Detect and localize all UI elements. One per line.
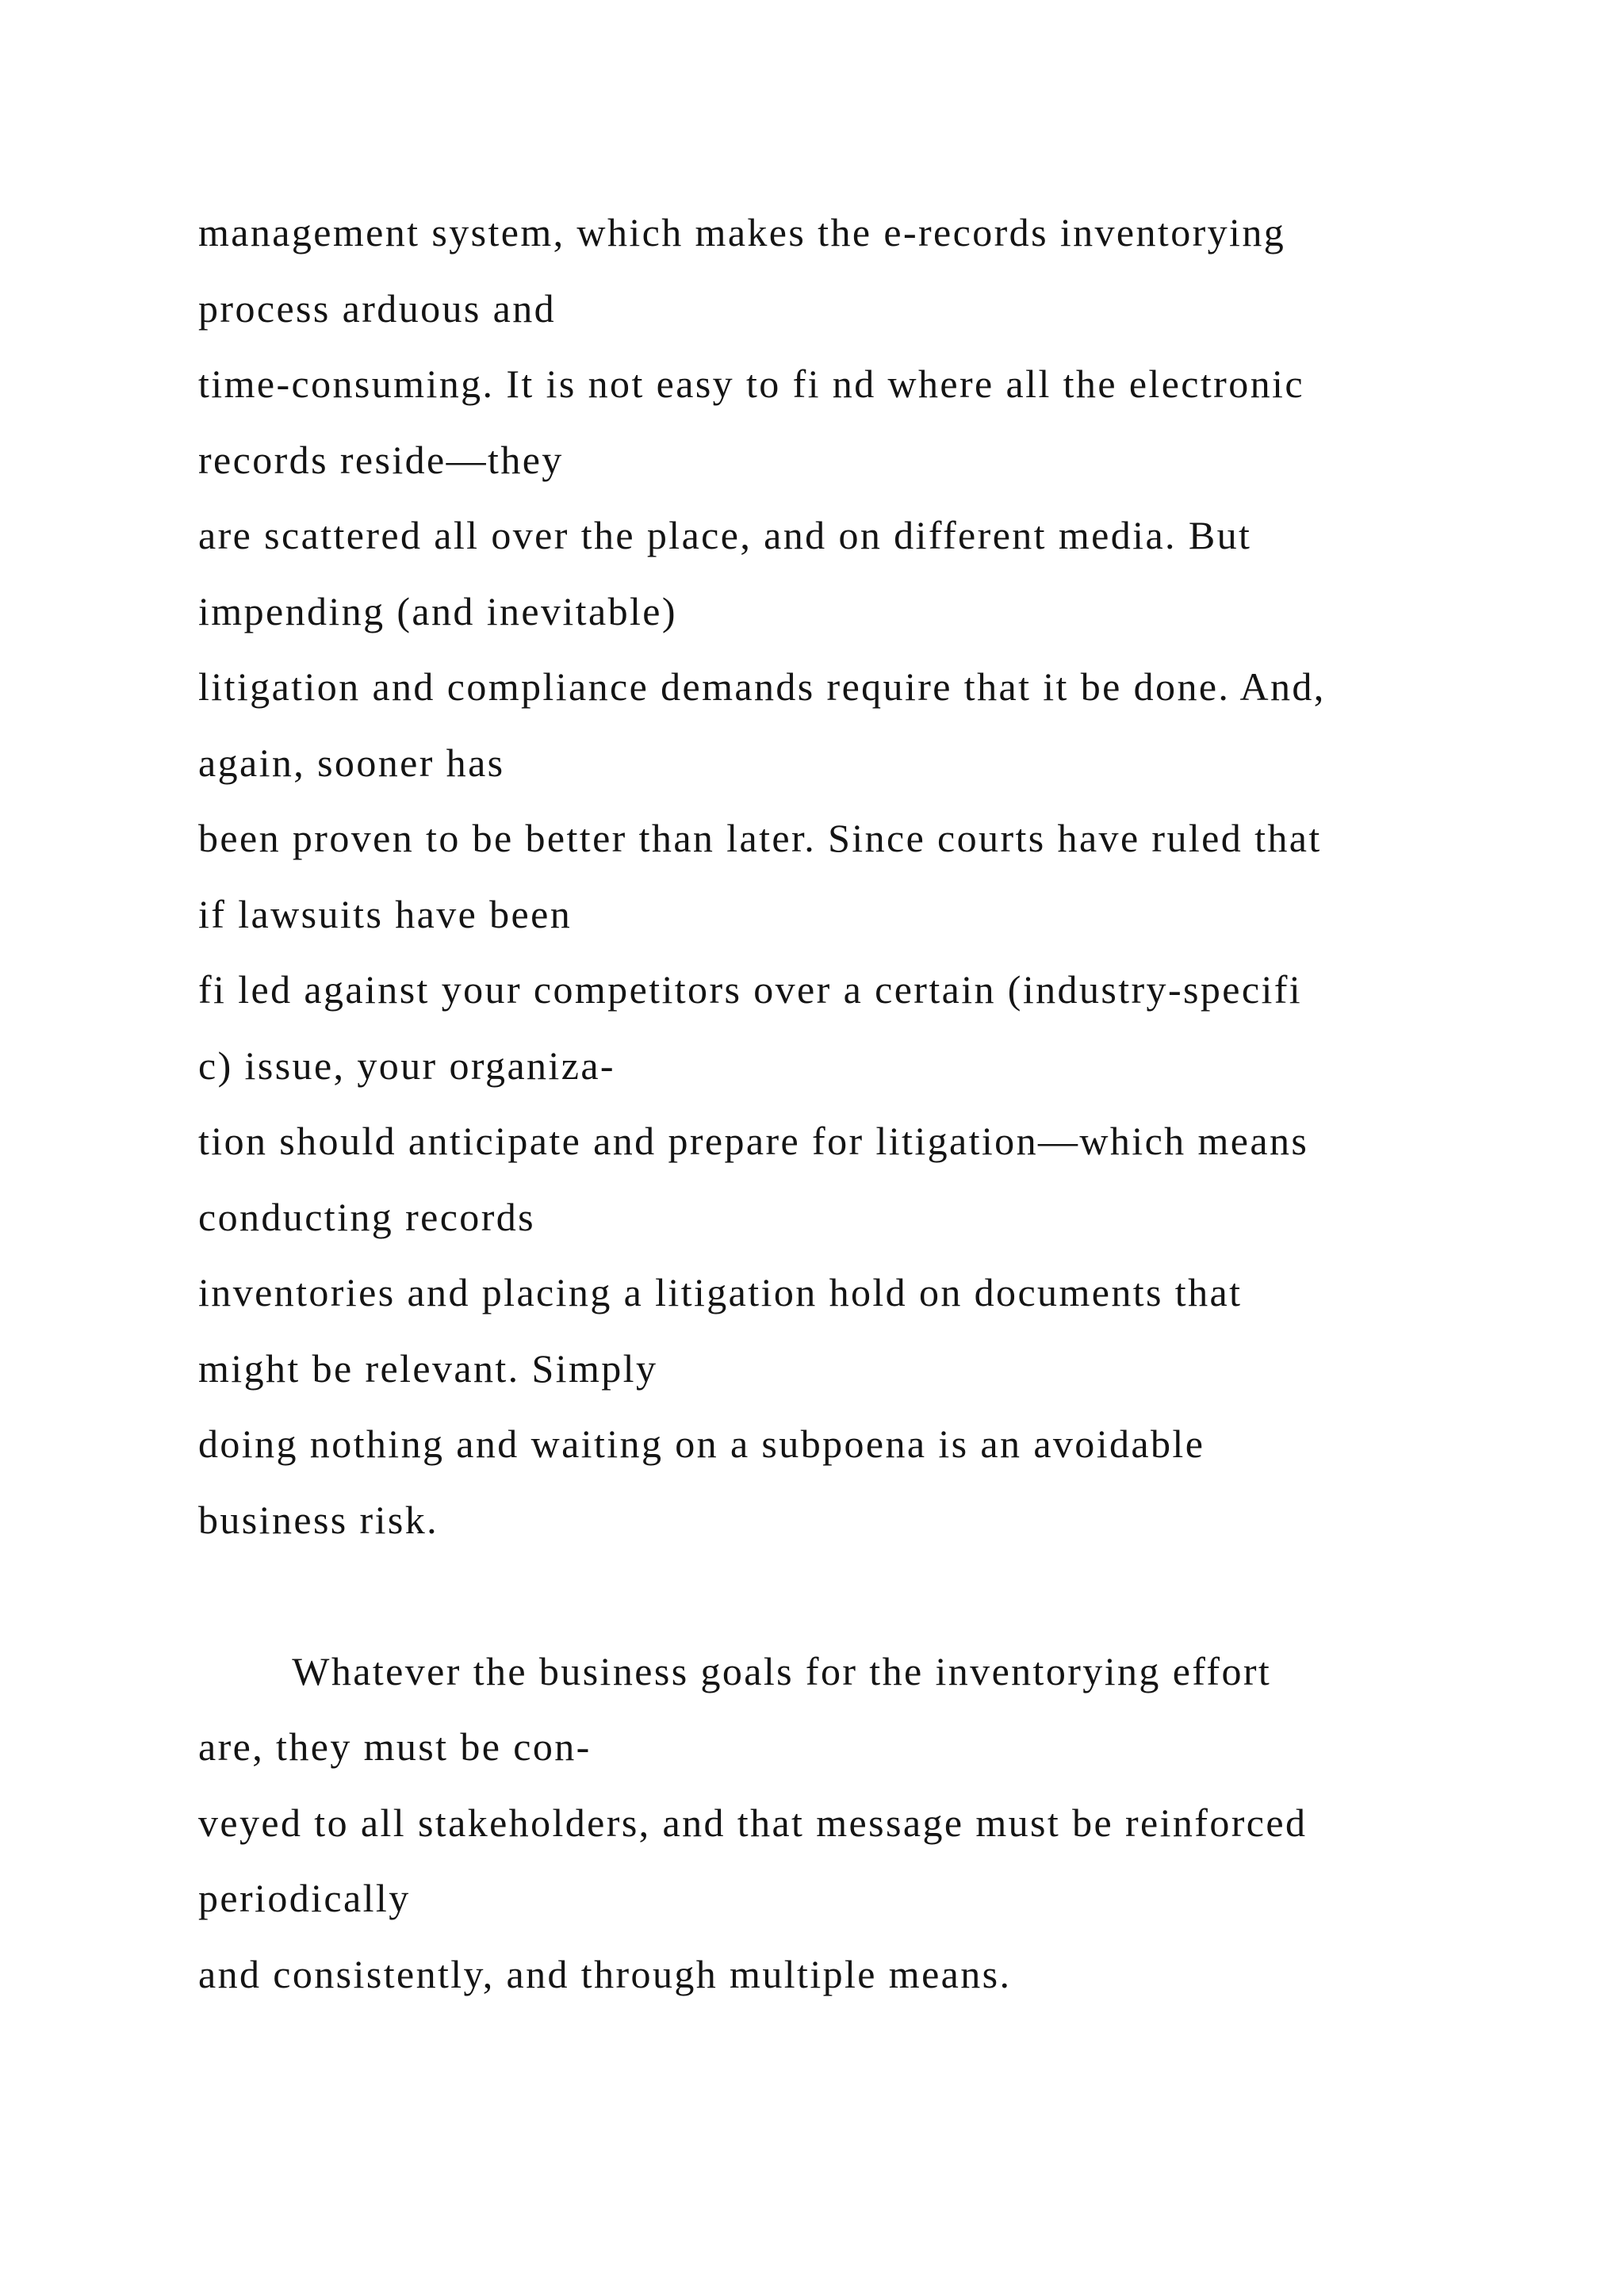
text-line: fi led against your competitors over a certain (industry-specifi [198,967,1303,1012]
text-line: if lawsuits have been [198,891,573,936]
text-line: veyed to all stakeholders, and that message must be reinforced [198,1800,1308,1845]
text-line: again, sooner has [198,740,505,785]
text-line: business risk. [198,1497,439,1542]
text-line: Whatever the business goals for the inventorying effort [198,1648,1272,1693]
text-line: doing nothing and waiting on a subpoena is an avoidable [198,1422,1205,1466]
body-text [198,195,1507,2012]
text-line: inventories and placing a litigation hold on documents that [198,1270,1243,1314]
text-line: might be relevant. Simply [198,1345,658,1391]
text-line: records reside—they [198,437,564,482]
text-line: impending (and inevitable) [198,588,677,633]
text-line: and consistently, and through multiple means. [198,1951,1012,1996]
text-line: c) issue, your organiza- [198,1043,615,1088]
text-line: time-consuming. It is not easy to fi nd where all the electronic [198,362,1304,406]
text-line: are scattered all over the place, and on different media. But [198,513,1252,557]
text-line: are, they must be con- [198,1724,592,1769]
text-line: tion should anticipate and prepare for litigation—which means [198,1119,1309,1163]
text-line: conducting records [198,1194,536,1239]
text-line: been proven to be better than later. Since courts have ruled that [198,816,1322,860]
text-line: periodically [198,1876,411,1920]
text-line: management system, which makes the e-records inventorying [198,210,1286,254]
text-line: process arduous and [198,285,557,331]
text-line: litigation and compliance demands require that it be done. And, [198,664,1326,709]
paragraph-spacer [198,1558,1507,1634]
